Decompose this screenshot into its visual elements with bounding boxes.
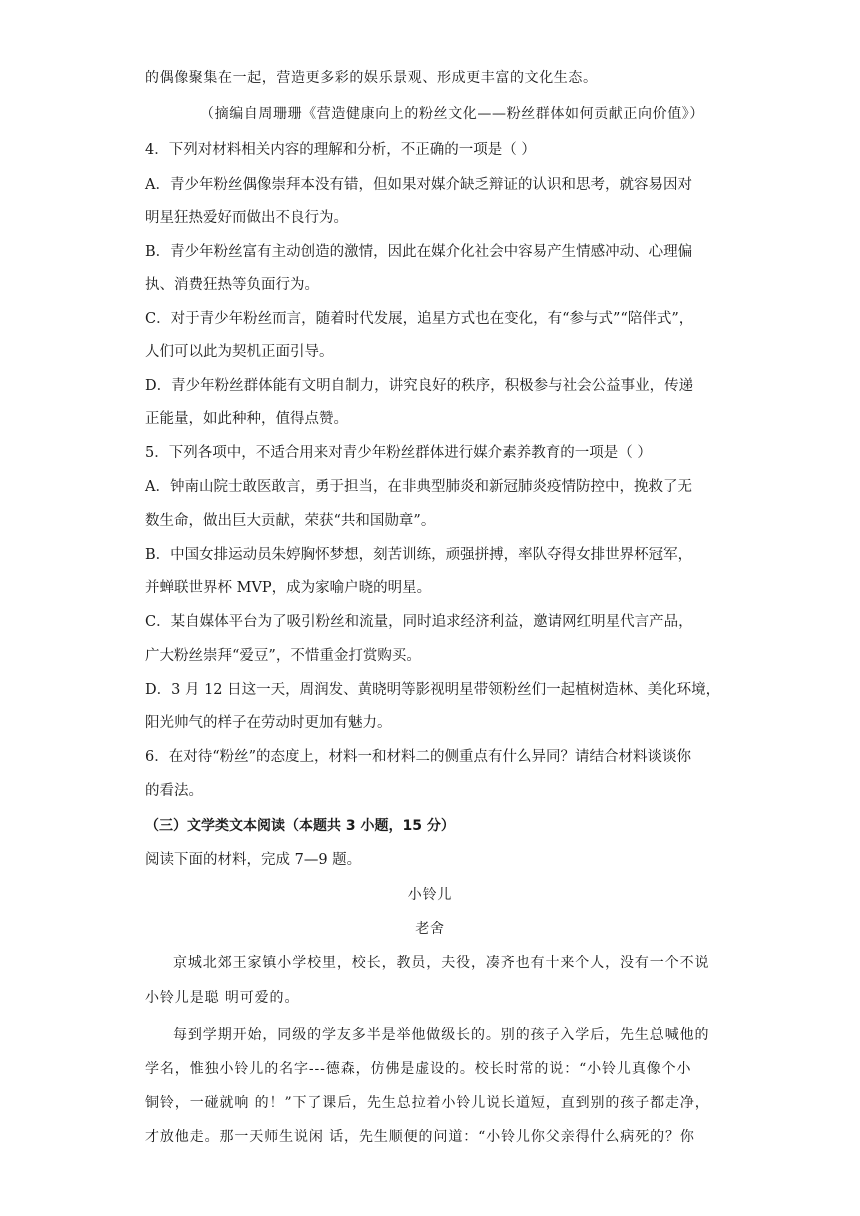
question-4-option-a-line1: A．青少年粉丝偶像崇拜本没有错，但如果对媒介缺乏辩证的认识和思考，就容易因对	[145, 177, 692, 193]
question-5-option-a-line1: A．钟南山院士敢医敢言，勇于担当，在非典型肺炎和新冠肺炎疫情防控中，挽救了无	[145, 479, 692, 495]
question-4-option-a-line2: 明星狂热爱好而做出不良行为。	[145, 210, 348, 226]
story-title: 小铃儿	[407, 887, 453, 903]
question-4-option-b-line1: B．青少年粉丝富有主动创造的激情，因此在媒介化社会中容易产生情感冲动、心理偏	[145, 244, 693, 260]
question-4-option-c-line1: C．对于青少年粉丝而言，随着时代发展，追星方式也在变化，有“参与式”“陪伴式”，	[145, 311, 694, 327]
story-paragraph-2-line4: 才放他走。那一天师生说闲 话，先生顺便的问道：“小铃儿你父亲得什么病死的？你	[145, 1129, 695, 1145]
story-paragraph-2-line2: 学名，惟独小铃儿的名字---德森，仿佛是虚设的。校长时常的说：“小铃儿真像个小	[145, 1061, 692, 1077]
question-4-option-b-line2: 执、消费狂热等负面行为。	[145, 277, 319, 293]
story-paragraph-2-line3: 铜铃，一碰就响 的！”下了课后，先生总拉着小铃儿说长道短，直到别的孩子都走净，	[145, 1095, 710, 1111]
material-source-citation: （摘编自周珊珊《营造健康向上的粉丝文化——粉丝群体如何贡献正向价值》）	[200, 106, 704, 122]
story-author: 老舍	[415, 921, 445, 937]
question-4-option-d-line2: 正能量，如此种种，值得点赞。	[145, 411, 348, 427]
question-6-line2: 的看法。	[145, 783, 203, 799]
question-4-stem: 4．下列对材料相关内容的理解和分析，不正确的一项是（ ）	[145, 142, 536, 158]
question-5-option-c-line1: C．某自媒体平台为了吸引粉丝和流量，同时追求经济利益，邀请网红明星代言产品，	[145, 614, 693, 630]
material-closing-line: 的偶像聚集在一起，营造更多彩的娱乐景观、形成更丰富的文化生态。	[145, 70, 598, 86]
section-3-instruction: 阅读下面的材料，完成 7—9 题。	[145, 852, 362, 868]
question-6-line1: 6．在对待“粉丝”的态度上，材料一和材料二的侧重点有什么异同？请结合材料谈谈你	[145, 749, 692, 765]
question-4-option-c-line2: 人们可以此为契机正面引导。	[145, 344, 334, 360]
question-5-option-d-line1: D．3 月 12 日这一天，周润发、黄晓明等影视明星带领粉丝们一起植树造林、美化环境，	[145, 682, 721, 698]
question-5-stem: 5．下列各项中，不适合用来对青少年粉丝群体进行媒介素养教育的一项是（ ）	[145, 445, 652, 461]
question-5-option-d-line2: 阳光帅气的样子在劳动时更加有魅力。	[145, 715, 392, 731]
story-paragraph-2-line1: 每到学期开始，同级的学友多半是举他做级长的。别的孩子入学后，先生总喊他的	[173, 1027, 710, 1043]
story-paragraph-1-line2: 小铃儿是聪 明可爱的。	[145, 990, 300, 1006]
story-paragraph-1-line1: 京城北郊王家镇小学校里，校长，教员，夫役，凑齐也有十来个人，没有一个不说	[173, 955, 710, 971]
section-3-heading: （三）文学类文本阅读（本题共 3 小题，15 分）	[145, 818, 455, 834]
question-5-option-c-line2: 广大粉丝崇拜“爱豆”，不惜重金打赏购买。	[145, 648, 421, 664]
question-5-option-a-line2: 数生命，做出巨大贡献，荣获“共和国勋章”。	[145, 513, 436, 529]
question-4-option-d-line1: D．青少年粉丝群体能有文明自制力，讲究良好的秩序，积极参与社会公益事业，传递	[145, 378, 694, 394]
question-5-option-b-line1: B．中国女排运动员朱婷胸怀梦想，刻苦训练，顽强拼搏，率队夺得女排世界杯冠军，	[145, 547, 693, 563]
question-5-option-b-line2: 并蝉联世界杯 MVP，成为家喻户晓的明星。	[145, 580, 432, 596]
